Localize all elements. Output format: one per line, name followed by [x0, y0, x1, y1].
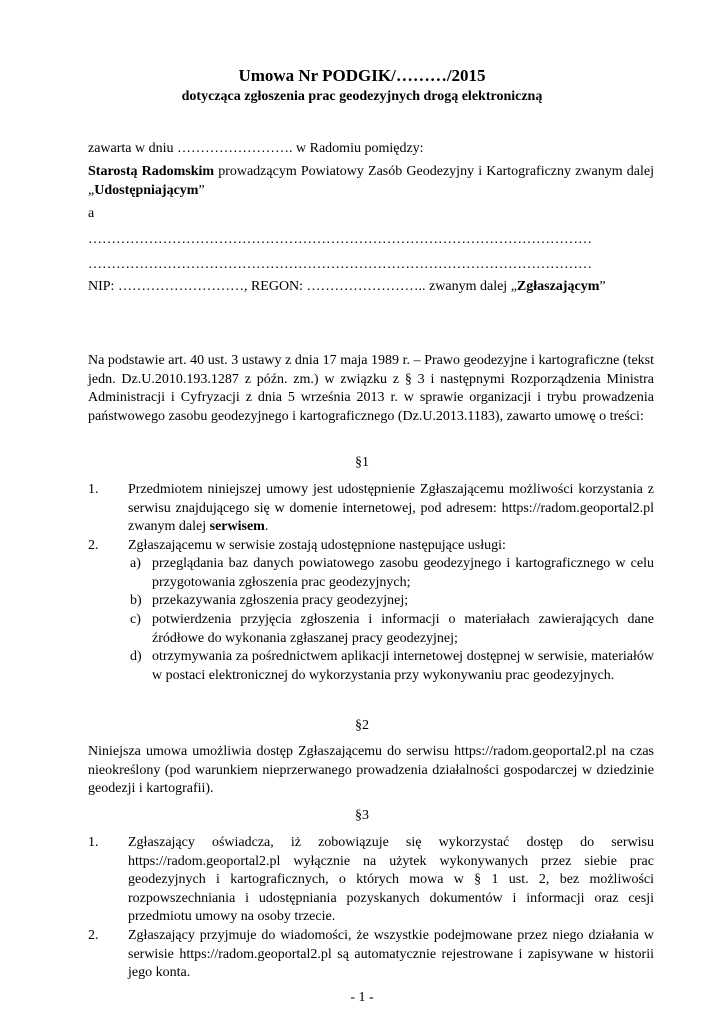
nip-regon-text: NIP: ………………………, REGON: …………………….. zwanym dalej „	[88, 279, 517, 294]
page-number: - 1 -	[350, 990, 374, 1005]
document-title: Umowa Nr PODGIK/………/2015	[238, 66, 486, 85]
s1-p1-end: .	[264, 519, 269, 534]
s1-p1-bold: serwisem	[209, 519, 265, 534]
legal-basis-paragraph: Na podstawie art. 40 ust. 3 ustawy z dnia 17 maja 1989 r. – Prawo geodezyjne i kartograficzne (tekst jedn. Dz.U.2010.193.1287 z późn. zm.) w związku z § 3 i następnymi Rozporządzenia Ministra Administracji i Cyfryzacji z dnia 5 września 2013 r. w sprawie organizacji i trybu prowadzenia państwowego zasobu geodezyjnego i kartograficznego (Dz.U.2013.1183), zawarto umowę o treści:	[88, 353, 654, 424]
s1-p1-body: Przedmiotem niniejszej umowy jest udostępnienie Zgłaszającemu możliwości korzystania z serwisu znajdującego się w domenie internetowej, pod adresem: https://radom.geoportal2.pl zwanym dalej	[128, 482, 654, 534]
s3-p2-number: 2.	[88, 928, 99, 943]
s1-p2-number: 2.	[88, 538, 99, 553]
party1-name: Starostą Radomskim	[88, 164, 215, 179]
s1-item-c-letter: c)	[130, 612, 141, 627]
s1-item-d-text: otrzymywania za pośrednictwem aplikacji internetowej dostępnej w serwisie, materiałów w postaci elektronicznej do wykorzystania przy wykonywaniu prac geodezyjnych.	[152, 649, 654, 683]
section-2-heading: §2	[355, 718, 369, 733]
party2-alias: Zgłaszającym	[516, 279, 600, 294]
s1-item-b-letter: b)	[130, 593, 142, 608]
party1-description: prowadzącym Powiatowy Zasób Geodezyjny i Kartograficzny zwanym dalej „	[88, 164, 654, 198]
section-3-heading: §3	[355, 808, 369, 823]
s3-p1-number: 1.	[88, 835, 99, 850]
concluded-line: zawarta w dniu ……………………. w Radomiu pomiędzy:	[88, 141, 424, 156]
party1-paragraph	[88, 163, 654, 200]
s3-p2-text: Zgłaszający przyjmuje do wiadomości, że wszystkie podejmowane przez niego działania w serwisie https://radom.geoportal2.pl są automatycznie rejestrowane i zapisywane w historii jego konta.	[128, 928, 654, 980]
party2-close-quote: ”	[599, 279, 606, 294]
document-subtitle: dotycząca zgłoszenia prac geodezyjnych drogą elektroniczną	[181, 89, 543, 104]
s1-item-a-letter: a)	[130, 556, 141, 571]
s1-item-b-text: przekazywania zgłoszenia pracy geodezyjnej;	[152, 593, 409, 608]
nip-regon-line	[88, 278, 654, 297]
s3-p1-text: Zgłaszający oświadcza, iż zobowiązuje się wykorzystać dostęp do serwisu https://radom.geoportal2.pl wyłącznie na użytek wykonywanych przez siebie prac geodezyjnych i kartograficznych, o których mowa w § 1 ust. 2, bez możliwości rozpowszechniania i udostępniania pozyskanych dokumentów i informacji oraz cesji przedmiotu umowy na osoby trzecie.	[128, 835, 654, 924]
s1-item-a-text: przeglądania baz danych powiatowego zasobu geodezyjnego i kartograficznego w celu przygotowania zgłoszenia prac geodezyjnych;	[152, 556, 654, 590]
s1-p2-text: Zgłaszającemu w serwisie zostają udostępnione następujące usługi:	[128, 538, 506, 553]
s1-item-c-text: potwierdzenia przyjęcia zgłoszenia i informacji o materiałach zawierających dane źródłowe do wykonania zgłaszanej pracy geodezyjnej;	[152, 612, 654, 646]
party2-dots-line-1: ………………………………………………………………………………………………	[88, 232, 592, 247]
and-word: a	[88, 206, 95, 221]
s2-paragraph: Niniejsza umowa umożliwia dostęp Zgłaszającemu do serwisu https://radom.geoportal2.pl na czas nieokreślony (pod warunkiem nieprzerwanego prowadzenia działalności gospodarczej w dziedzinie geodezji i kartografii).	[88, 744, 654, 796]
s1-p1-number: 1.	[88, 482, 99, 497]
party1-close-quote: ”	[198, 182, 205, 198]
s1-p1-text	[128, 481, 654, 537]
party1-alias: Udostępniającym	[94, 182, 199, 198]
section-1-heading: §1	[355, 455, 369, 470]
party2-dots-line-2: ………………………………………………………………………………………………	[88, 257, 592, 272]
s1-item-d-letter: d)	[130, 649, 142, 664]
